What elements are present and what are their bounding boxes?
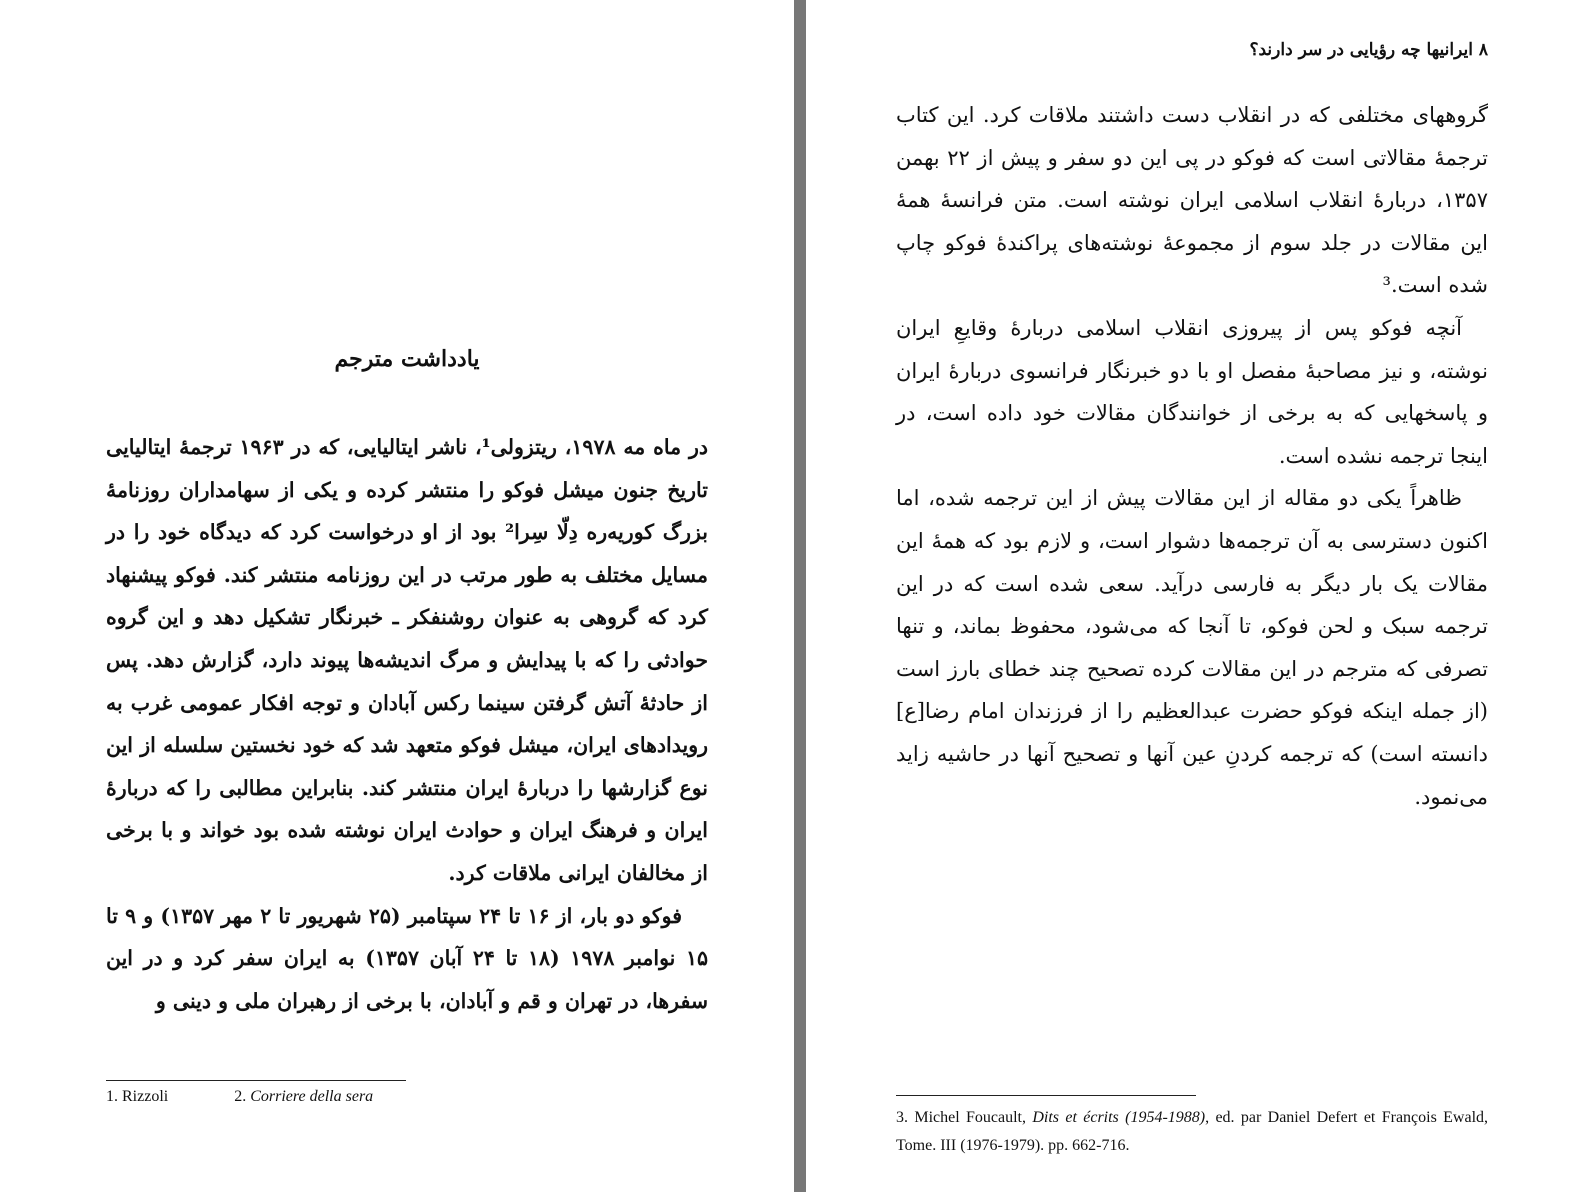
footnotes [106,1088,506,1106]
left-body-text [106,426,708,1022]
running-head: ۸ ایرانیها چه رؤیایی در سر دارند؟ [1249,40,1488,60]
footnote-3-suffix: , ed. par Daniel Defert et François Ewald, Tome. III (1976-1979). pp. 662-716. [896,1109,1489,1154]
right-page [806,0,1593,1192]
right-body-text [896,94,1488,818]
paragraph: آنچه فوکو پس از پیروزی انقلاب اسلامی دربارهٔ وقایعِ ایران نوشته، و نیز مصاحبهٔ مفصل او با دو خبرنگار فرانسوی دربارهٔ ایران و پاسخهایی که به برخی از خوانندگان مقالات خود داده است، در اینجا ترجمه نشده است. [896,315,1488,468]
footnote-3 [896,1104,1488,1160]
footnote-2-title: Corriere della sera [250,1088,374,1105]
paragraph: گروههای مختلفی که در انقلاب دست داشتند ملاقات کرد. این کتاب ترجمهٔ مقالاتی است که فوکو در پی این دو سفر و پیش از ۲۲ بهمن ۱۳۵۷، دربارهٔ انقلاب اسلامی ایران نوشته است. متن فرانسهٔ همهٔ این مقالات در جلد سوم از مجموعهٔ نوشته‌های پراکندهٔ فوکو چاپ شده است.³ [896,103,1489,298]
footnote-3-prefix: 3. Michel Foucault, [896,1109,1026,1126]
section-title: یادداشت مترجم [334,346,480,372]
paragraph: در ماه مه ۱۹۷۸، ریتزولی¹، ناشر ایتالیایی، که در ۱۹۶۳ ترجمهٔ ایتالیایی تاریخ جنون میشل فوکو را منتشر کرده و یکی از سهامداران روزنامهٔ بزرگ کوریه‌ره دِلّا سِرا² بود از او درخواست کرد که دیدگاه خود را در مسایل مختلف به طور مرتب در این روزنامه منتشر کند. فوکو پیشنهاد کرد که گروهی به عنوان روشنفکر ـ خبرنگار تشکیل دهد و این گروه حوادثی را که با پیدایش و مرگ اندیشه‌ها پیوند دارد، گزارش دهد. پس از حادثهٔ آتش گرفتن سینما رکس آبادان و توجه افکار عمومی غرب به رویدادهای ایران، میشل فوکو متعهد شد که خود نخستین سلسله از این نوع گزارشها را دربارهٔ ایران منتشر کند. بنابراین مطالبی را که دربارهٔ ایران و فرهنگ ایران و حوادث ایران نوشته شده بود خواند و با برخی از مخالفان ایرانی ملاقات کرد. [106,435,708,885]
paragraph: ظاهراً یکی دو مقاله از این مقالات پیش از این ترجمه شده، اما اکنون دسترسی به آن ترجمه‌ها دشوار است، و لازم بود که همهٔ این مقالات یک بار دیگر به فارسی درآید. سعی شده است که در این ترجمه سبک و لحن فوکو، تا آنجا که می‌شود، محفوظ بماند، و تنها تصرفی که مترجم در این مقالات کرده تصحیح چند خطای بارز است (از جمله اینکه فوکو حضرت عبدالعظیم را از فرزندان امام رضا[ع] دانسته است) که ترجمه کردنِ عین آنها و تصحیح آنها در حاشیه زاید می‌نمود. [896,486,1488,809]
footnote-2-number: 2. [234,1088,247,1105]
footnote-3-title: Dits et écrits (1954-1988) [1032,1109,1206,1126]
footnote-rule [896,1095,1196,1096]
footnote-2 [234,1088,373,1106]
page-gutter [794,0,806,1192]
paragraph: فوکو دو بار، از ۱۶ تا ۲۴ سپتامبر (۲۵ شهریور تا ۲ مهر ۱۳۵۷) و ۹ تا ۱۵ نوامبر ۱۹۷۸ (۱۸ تا ۲۴ آبان ۱۳۵۷) به ایران سفر کرد و در این سفرها، در تهران و قم و آبادان، با برخی از رهبران ملی و دینی و [106,903,709,1013]
left-page [0,0,794,1192]
footnote-rule [106,1080,406,1081]
footnote-1: 1. Rizzoli [106,1088,169,1105]
